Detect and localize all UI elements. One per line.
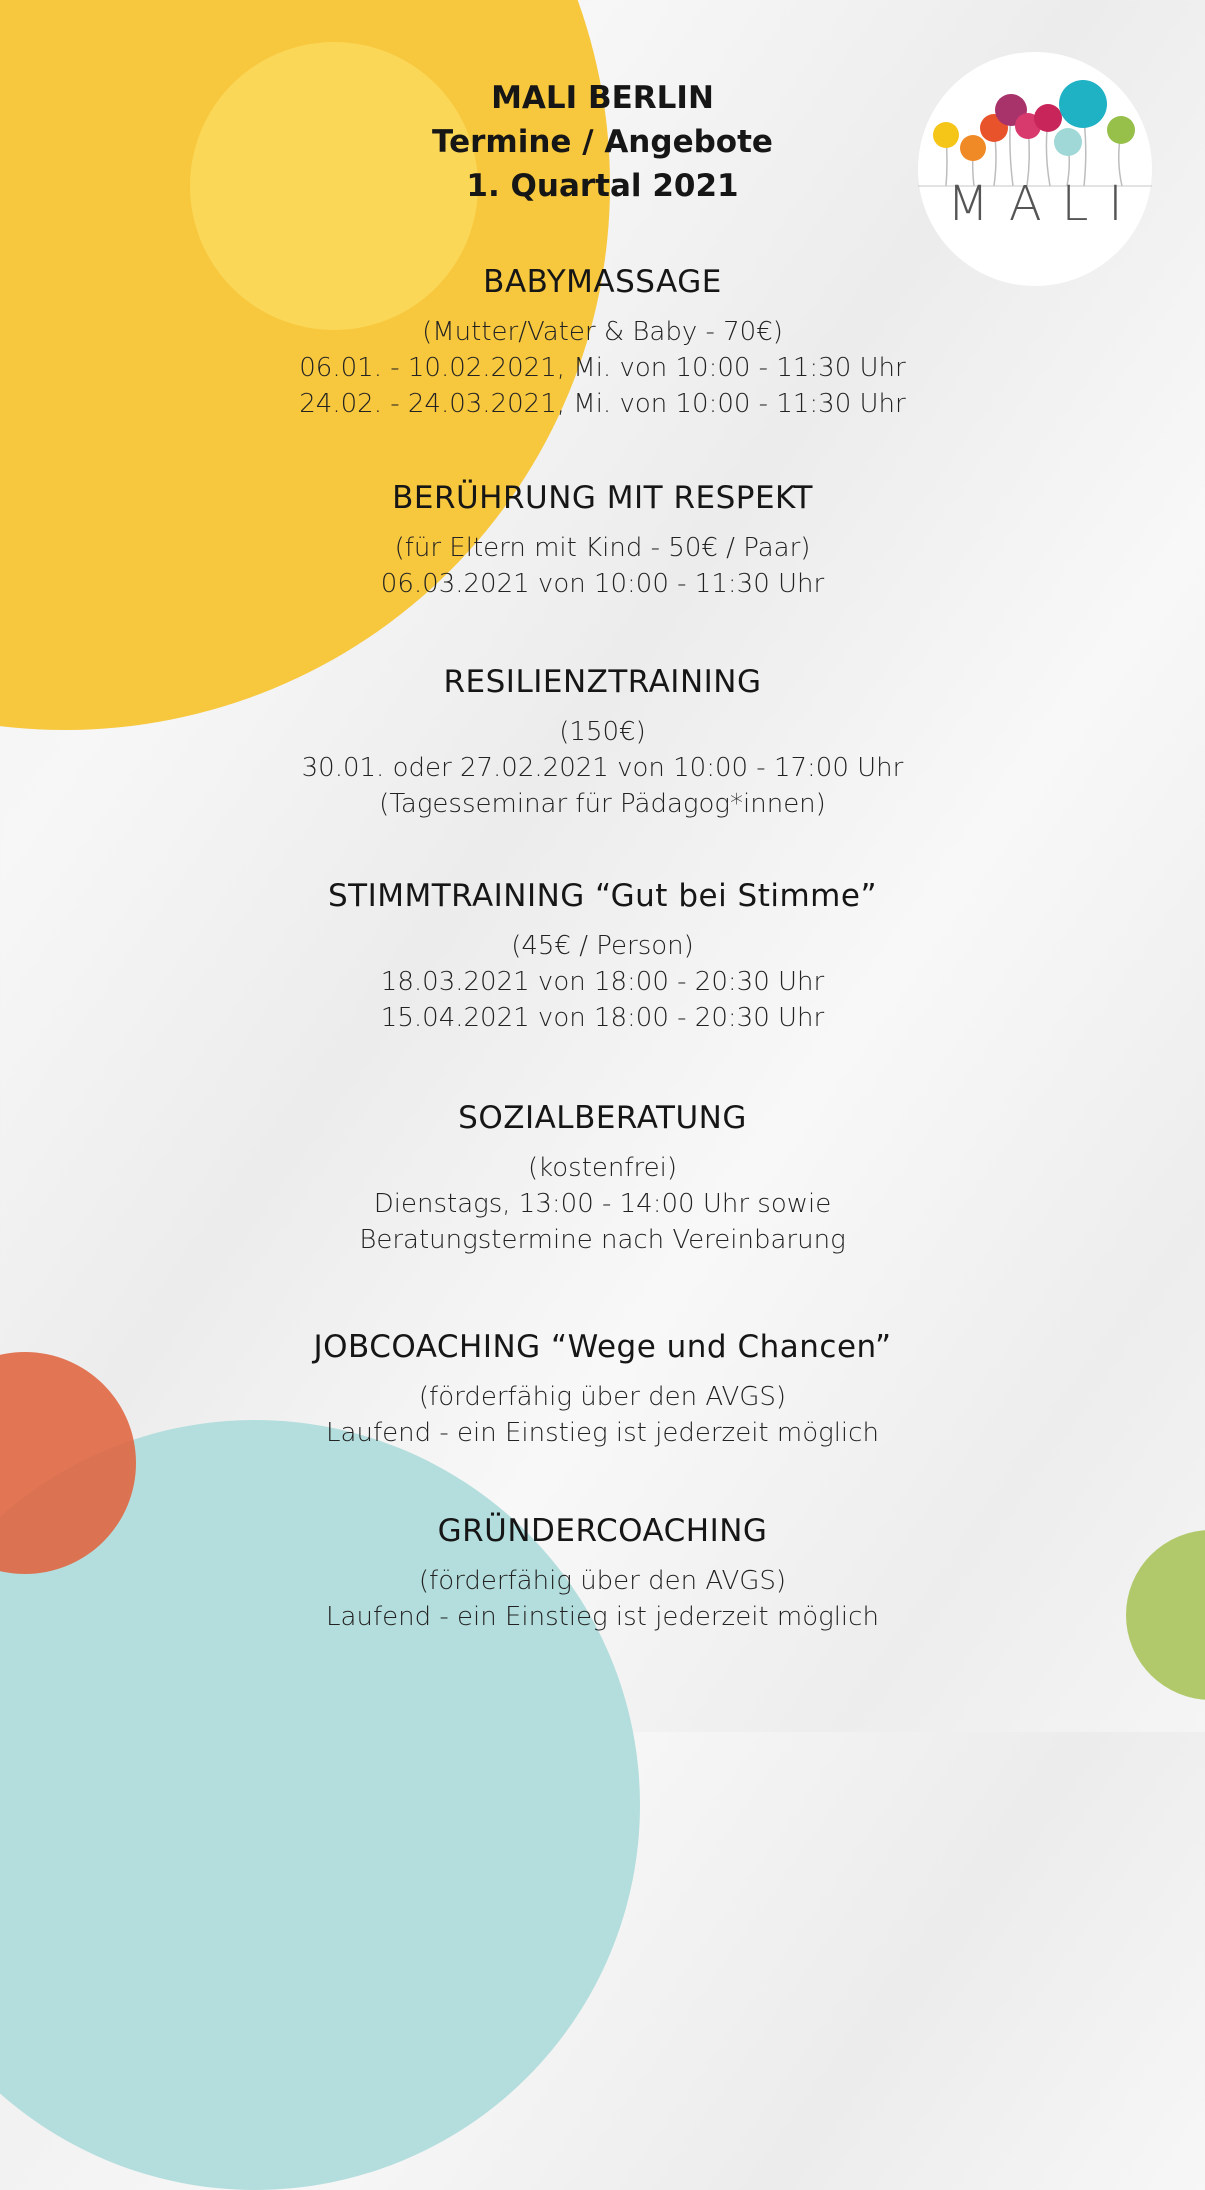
section-line: (kostenfrei) — [527, 1153, 678, 1183]
organization-name: MALI BERLIN — [491, 80, 714, 116]
section-title: SOZIALBERATUNG — [458, 1100, 747, 1136]
section-line: (für Eltern mit Kind - 50€ / Paar) — [394, 533, 811, 563]
section-line: 18.03.2021 von 18:00 - 20:30 Uhr — [380, 967, 825, 997]
section-title: JOBCOACHING “Wege und Chancen” — [313, 1329, 892, 1365]
section-gruendercoaching — [230, 1511, 975, 1635]
section-line: Laufend - ein Einstieg ist jederzeit möglich — [326, 1418, 879, 1448]
section-jobcoaching — [230, 1327, 975, 1451]
section-line: 30.01. oder 27.02.2021 von 10:00 - 17:00 Uhr — [301, 753, 904, 783]
section-stimmtraining — [230, 876, 975, 1036]
logo-wordmark: MALI — [947, 176, 1143, 232]
section-line: 06.03.2021 von 10:00 - 11:30 Uhr — [380, 569, 825, 599]
section-line: 24.02. - 24.03.2021, Mi. von 10:00 - 11:30 Uhr — [299, 389, 906, 419]
green-circle — [1126, 1530, 1205, 1700]
section-sozialberatung — [230, 1098, 975, 1258]
section-title: BERÜHRUNG MIT RESPEKT — [392, 480, 813, 516]
section-line: (Mutter/Vater & Baby - 70€) — [422, 317, 783, 347]
section-line: Dienstags, 13:00 - 14:00 Uhr sowie — [373, 1189, 832, 1219]
section-babymassage — [230, 262, 975, 422]
section-line: (150€) — [559, 717, 646, 747]
section-resilienztraining — [230, 662, 975, 822]
section-line: Beratungstermine nach Vereinbarung — [359, 1225, 846, 1255]
flyer-subtitle: Termine / Angebote — [432, 124, 773, 160]
section-title: GRÜNDERCOACHING — [437, 1513, 768, 1549]
flyer-period: 1. Quartal 2021 — [466, 168, 739, 204]
section-line: (förderfähig über den AVGS) — [418, 1566, 787, 1596]
flyer-header — [230, 76, 975, 208]
section-title: BABYMASSAGE — [483, 264, 722, 300]
section-title: RESILIENZTRAINING — [443, 664, 762, 700]
section-line: (45€ / Person) — [511, 931, 694, 961]
section-line: Laufend - ein Einstieg ist jederzeit möglich — [326, 1602, 879, 1632]
section-line: 15.04.2021 von 18:00 - 20:30 Uhr — [380, 1003, 825, 1033]
section-beruehrung-mit-respekt — [230, 478, 975, 602]
section-line: (förderfähig über den AVGS) — [418, 1382, 787, 1412]
section-title: STIMMTRAINING “Gut bei Stimme” — [327, 878, 878, 914]
section-line: (Tagesseminar für Pädagog*innen) — [379, 789, 826, 819]
section-line: 06.01. - 10.02.2021, Mi. von 10:00 - 11:30 Uhr — [299, 353, 906, 383]
